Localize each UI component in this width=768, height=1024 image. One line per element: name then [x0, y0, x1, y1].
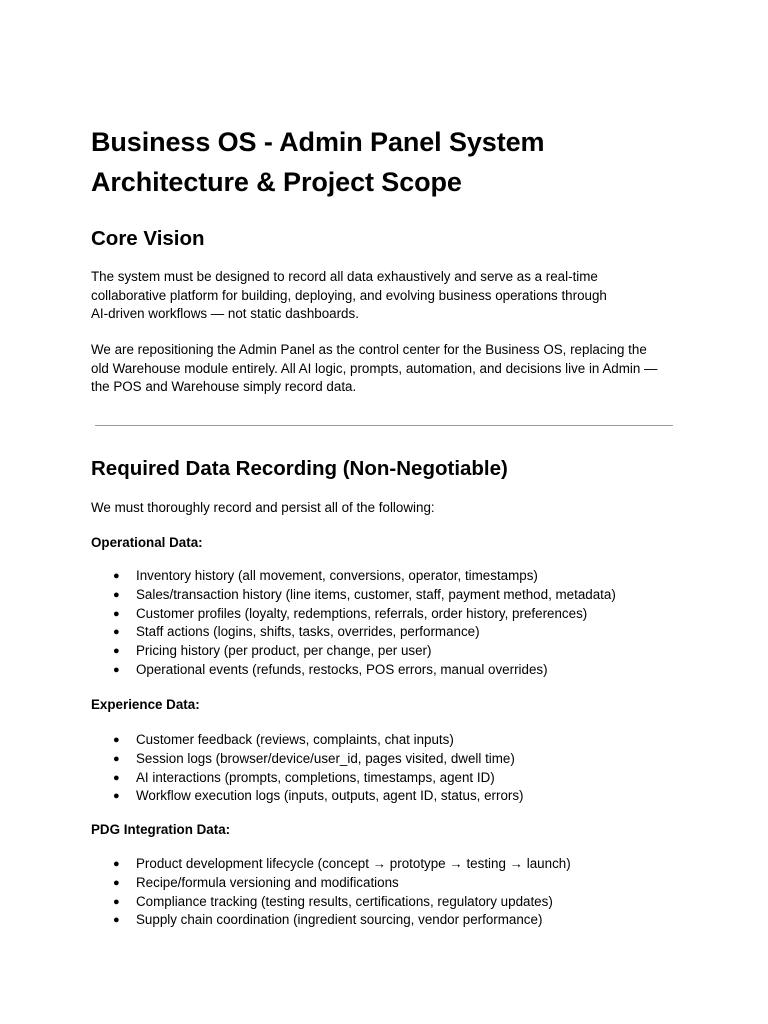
list-item-text: Product development lifecycle (concept → prototype → testing → launch)	[136, 856, 571, 871]
text-line: old Warehouse module entirely. All AI logic, prompts, automation, and decisions live in Admin —	[91, 360, 658, 376]
list-item	[91, 855, 711, 874]
required-data-intro: We must thoroughly record and persist all of the following:	[91, 500, 435, 515]
bullet-icon: ●	[113, 752, 120, 765]
list-item	[91, 605, 711, 624]
required-data-heading: Required Data Recording (Non-Negotiable)	[91, 457, 508, 480]
list-item	[91, 787, 711, 806]
bullet-icon: ●	[113, 607, 120, 620]
list-item	[91, 874, 711, 893]
list-item	[91, 567, 711, 586]
list-item	[91, 731, 711, 750]
list-item-text: Sales/transaction history (line items, customer, staff, payment method, metadata)	[136, 586, 616, 602]
list-item-text: Supply chain coordination (ingredient sourcing, vendor performance)	[136, 912, 543, 928]
list-item-text: Customer feedback (reviews, complaints, chat inputs)	[136, 732, 454, 747]
core-vision-heading: Core Vision	[91, 227, 205, 250]
experience-data-list	[91, 731, 711, 806]
page-title	[91, 122, 691, 202]
list-item-text: Workflow execution logs (inputs, outputs, agent ID, status, errors)	[136, 788, 524, 804]
list-item	[91, 661, 711, 680]
title-line-1: Business OS - Admin Panel System	[91, 127, 545, 157]
bullet-icon: ●	[113, 645, 120, 658]
list-item-text: Compliance tracking (testing results, certifications, regulatory updates)	[136, 893, 553, 909]
pdg-integration-data-list	[91, 855, 711, 930]
bullet-icon: ●	[113, 790, 120, 803]
list-item	[91, 911, 711, 930]
bullet-icon: ●	[113, 663, 120, 676]
title-line-2: Architecture & Project Scope	[91, 167, 462, 197]
list-item-text: Customer profiles (loyalty, redemptions, referrals, order history, preferences)	[136, 605, 588, 621]
pdg-integration-data-label: PDG Integration Data:	[91, 822, 231, 837]
text-line: the POS and Warehouse simply record data.	[91, 379, 357, 395]
list-item	[91, 623, 711, 642]
core-vision-paragraph-2	[91, 341, 711, 397]
list-item-text: Recipe/formula versioning and modifications	[136, 874, 399, 890]
experience-data-label: Experience Data:	[91, 697, 200, 712]
list-item	[91, 586, 711, 605]
bullet-icon: ●	[113, 626, 120, 639]
bullet-icon: ●	[113, 858, 120, 870]
bullet-icon: ●	[113, 876, 120, 889]
bullet-icon: ●	[113, 588, 120, 601]
section-divider	[95, 425, 673, 426]
operational-data-label: Operational Data:	[91, 535, 203, 550]
text-line: The system must be designed to record all data exhaustively and serve as a real-time	[91, 269, 598, 284]
list-item	[91, 893, 711, 912]
bullet-icon: ●	[113, 895, 120, 908]
core-vision-paragraph-1	[91, 268, 711, 324]
bullet-icon: ●	[113, 734, 120, 746]
list-item-text: Staff actions (logins, shifts, tasks, overrides, performance)	[136, 624, 480, 640]
bullet-icon: ●	[113, 914, 120, 927]
list-item-text: Inventory history (all movement, conversions, operator, timestamps)	[136, 568, 538, 583]
list-item-text: AI interactions (prompts, completions, timestamps, agent ID)	[136, 769, 495, 785]
list-item-text: Operational events (refunds, restocks, POS errors, manual overrides)	[136, 661, 548, 677]
text-line: AI-driven workflows — not static dashboards.	[91, 306, 359, 322]
text-line: We are repositioning the Admin Panel as the control center for the Business OS, replacing the	[91, 342, 647, 357]
list-item	[91, 750, 711, 769]
bullet-icon: ●	[113, 771, 120, 784]
text-line: collaborative platform for building, deploying, and evolving business operations through	[91, 287, 607, 303]
bullet-icon: ●	[113, 570, 120, 582]
list-item-text: Pricing history (per product, per change, per user)	[136, 643, 432, 659]
operational-data-list	[91, 567, 711, 680]
list-item	[91, 642, 711, 661]
list-item-text: Session logs (browser/device/user_id, pages visited, dwell time)	[136, 750, 515, 766]
list-item	[91, 769, 711, 788]
